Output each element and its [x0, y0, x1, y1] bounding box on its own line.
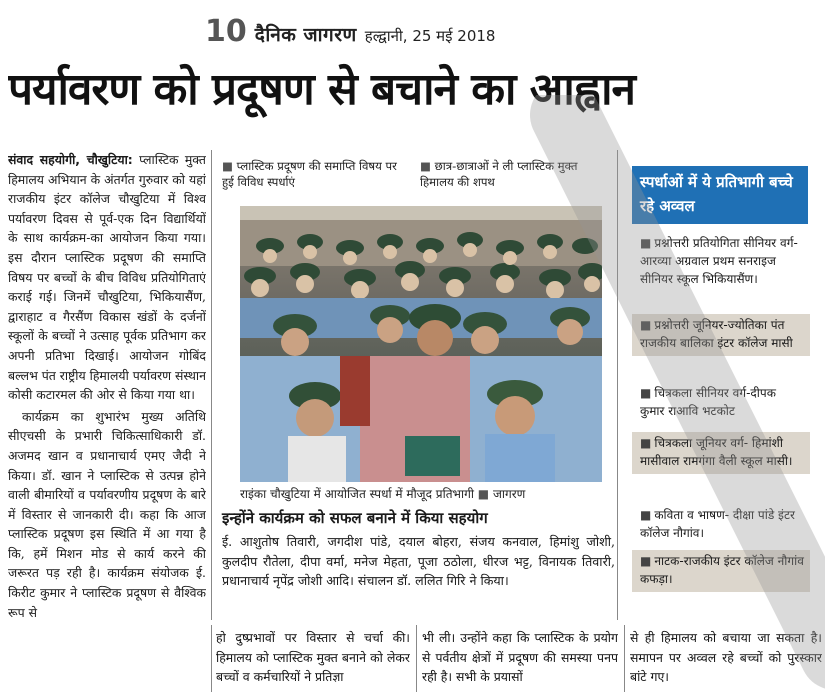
- article-bottom-col-3: भी ली। उन्होंने कहा कि प्लास्टिक के प्रयोग से पर्वतीय क्षेत्रों में प्रदूषण की समस्या पनप रही है। सभी के प्रयासों: [422, 630, 618, 685]
- newspaper-name: दैनिक जागरण: [254, 24, 357, 46]
- support-text: ई. आशुतोष तिवारी, जगदीश पांडे, दयाल बोहरा, संजय कनवाल, हिमांशु जोशी, कुलदीप रौतेला, दीपा वर्मा, मनेज मेहता, पूजा ठठोला, धीरज भट्ट, विनायक तिवारी, प्रधानाचार्य नृपेंद्र जोशी आदि। संचालन डॉ. ललित गिरि ने किया।: [222, 534, 615, 589]
- photo-credit: जागरण: [492, 487, 526, 501]
- column-divider: [211, 150, 212, 620]
- event-photo: [240, 206, 602, 482]
- photo-caption-left-text: प्लास्टिक प्रदूषण की समाप्ति विषय पर हुई विविध स्पर्धाएं: [222, 159, 397, 189]
- photo-caption-text: राइंका चौखुटिया में आयोजित स्पर्धा में मौजूद प्रतिभागी: [240, 487, 474, 501]
- article-bottom-col-2: हो दुष्प्रभावों पर विस्तार से चर्चा की। हिमालय को प्लास्टिक मुक्त बनाने को लेकर बच्चों व कर्मचारियों ने प्रतिज्ञा: [216, 630, 410, 685]
- sidebar-item: [632, 550, 810, 592]
- column-divider: [624, 625, 625, 692]
- bullet-icon: ■: [640, 436, 652, 450]
- sidebar-item-text: नाटक-राजकीय इंटर कॉलेज नौगांव कफड़ा।: [640, 554, 804, 586]
- article-para-1-text: प्लास्टिक मुक्त हिमालय अभियान के अंतर्गत गुरुवार को यहां राजकीय इंटर कॉलेज चौखुटिया में विश्व पर्यावरण दिवस से पूर्व-एक दिन विद्यार्थियों के साथ कार्यक्रम-का आयोजन किया गया। इस दौरान प्लास्टिक प्रदूषण की समाप्ति विषय पर बच्चों के बीच विविध प्रतियोगिताएं कराई गई। जिनमें चौखुटिया, भिकियासैंण, द्वाराहाट व गैरसैंण विकास खंडों के दर्जनों स्कूलों के बच्चों ने उत्साह पूर्वक प्रतिभाग कर अपनी प्रतिभा दिखाई। आयोजन गोबिंद बल्लभ पंत राष्ट्रीय हिमालयी पर्यावरण संस्थान कोसी कटारमल की ओर से किया गया था।: [8, 152, 206, 403]
- photo-captions: [222, 158, 602, 206]
- sidebar-item: [632, 382, 810, 424]
- photo-caption-right: [420, 158, 600, 190]
- article-para-2: कार्यक्रम का शुभारंभ मुख्य अतिथि सीएचसी के प्रभारी चिकित्साधिकारी डॉ. अजमद खान व प्रधानाचार्य एमए जैदी ने किया। डॉ. खान ने प्लास्टिक से उत्पन्न होने वाली बीमारियों व पर्यावरणीय प्रदूषण के बारे में विस्तार से जानकारी दी। कहा कि आज प्लास्टिक प्रदूषण इस स्थिति में आ गया है कि, हमें मिशन मोड से कार्य करने की जरूरत पड़ रही है। कार्यक्रम संयोजक ई. किरीट कुमार ने प्लास्टिक प्रदूषण से वैश्विक रूप से: [8, 408, 206, 620]
- bullet-icon: ■: [222, 159, 237, 173]
- article-bottom-col-4: से ही हिमालय को बचाया जा सकता है। समापन पर अव्वल रहे बच्चों को पुरस्कार बांटे गए।: [630, 630, 822, 685]
- byline: संवाद सहयोगी, चौखुटिया:: [8, 152, 133, 167]
- bullet-icon: ■: [640, 508, 652, 522]
- sidebar-item-text: प्रश्नोत्तरी जूनियर-ज्योतिका पंत राजकीय बालिका इंटर कॉलेज मासी: [640, 318, 793, 350]
- sidebar-item-text: चित्रकला जूनियर वर्ग- हिमांशी मासीवाल रामगंगा वैली स्कूल मासी।: [640, 436, 793, 468]
- photo-caption-left: [222, 158, 412, 190]
- sidebar-item: [632, 504, 810, 546]
- winners-sidebar: [622, 152, 825, 614]
- students-photo-illustration: [240, 206, 602, 482]
- column-divider: [211, 625, 212, 692]
- article-para-1: [8, 150, 206, 405]
- photo-credit-line: [240, 485, 620, 502]
- sidebar-heading: स्पर्धाओं में ये प्रतिभागी बच्चे रहे अव्वल: [632, 166, 808, 224]
- bullet-icon: ■: [640, 554, 652, 568]
- column-divider: [416, 625, 417, 692]
- support-title: इन्होंने कार्यक्रम को सफल बनाने में किया सहयोग: [222, 509, 488, 527]
- photo-caption-right-text: छात्र-छात्राओं ने ली प्लास्टिक मुक्त हिमालय की शपथ: [420, 159, 578, 189]
- bullet-icon: ■: [420, 159, 435, 173]
- sidebar-item: [632, 314, 810, 356]
- sidebar-item-text: प्रश्नोत्तरी प्रतियोगिता सीनियर वर्ग-आरव्या अग्रवाल प्रथम सनराइज सीनियर स्कूल भिकियासैंण।: [640, 236, 798, 286]
- page-number: 10: [205, 14, 247, 49]
- dateline: हल्द्वानी, 25 मई 2018: [364, 27, 496, 45]
- column-divider: [617, 150, 618, 620]
- sidebar-item: [632, 232, 810, 292]
- masthead: [205, 14, 495, 48]
- bullet-icon: ■: [640, 318, 652, 332]
- bullet-icon: ■: [477, 487, 490, 501]
- headline: पर्यावरण को प्रदूषण से बचाने का आह्वान: [8, 64, 635, 115]
- bullet-icon: ■: [640, 386, 652, 400]
- sidebar-item-text: चित्रकला सीनियर वर्ग-दीपक कुमार राआवि भटकोट: [640, 386, 776, 418]
- article-column-1: [8, 150, 206, 692]
- bullet-icon: ■: [640, 236, 652, 250]
- sidebar-item: [632, 432, 810, 474]
- sidebar-item-text: कविता व भाषण- दीक्षा पांडे इंटर कॉलेज नौगांव।: [640, 508, 795, 540]
